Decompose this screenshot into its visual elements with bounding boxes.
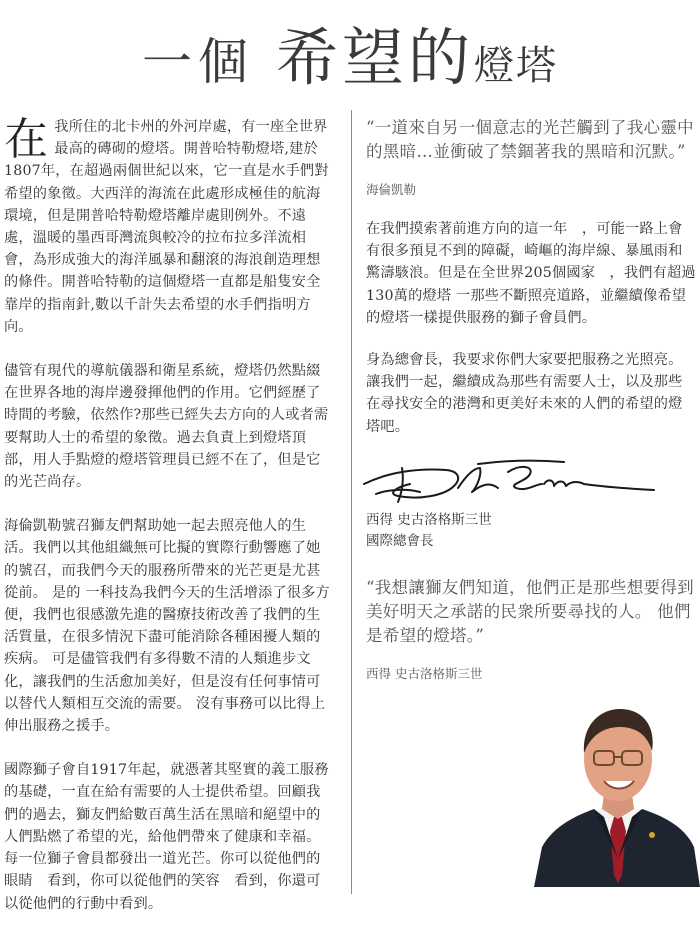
title-part-1: 一個 <box>141 33 254 91</box>
right-column <box>366 116 696 702</box>
left-paragraph-1 <box>4 116 334 338</box>
keller-quote: “一道來自另一個意志的光芒觸到了我心靈中的黑暗…並衝破了禁錮著我的黑暗和沉默。” <box>366 118 694 161</box>
president-attribution: 西得 史古洛格斯三世 <box>366 665 483 681</box>
title-part-2: 希望的 <box>275 21 474 94</box>
drop-cap: 在 <box>4 114 49 165</box>
page-title <box>0 8 700 94</box>
title-part-3: 燈塔 <box>474 43 558 89</box>
signer-name: 西得 史古洛格斯三世 <box>366 511 492 528</box>
left-paragraph-1-text: 我所住的北卡州的外河岸處，有一座全世界最高的磚砌的燈塔。開普哈特勒燈塔,建於1807年，在超過兩個世紀以來，它一直是水手們對希望的象徵。大西洋的海流在此處形成極佳的航海環境，但是開普哈特勒燈塔離岸處則例外。不遠處，溫暖的墨西哥灣流與較冷的拉布拉多洋流相會，為形成強大的海洋風暴和翻滾的海浪創造理想的條件。開普哈特勒的這個燈塔一直都是船隻安全靠岸的指南針,數以千計失去希望的水手們指明方向。 <box>4 119 329 335</box>
left-column <box>4 116 334 937</box>
column-divider <box>351 110 352 894</box>
left-paragraph-2: 儘管有現代的導航儀器和衛星系統，燈塔仍然點綴在世界各地的海岸邊發揮他們的作用。它們經歷了時間的考驗，依然作?那些已經失去方向的人或者需要幫助人士的希望的象徵。過去負責上到燈塔頂部，用人手點燈的燈塔管理員已經不在了，但是它的光芒尚存。 <box>4 363 329 491</box>
right-paragraph-2: 身為總會長，我要求你們大家要把服務之光照亮。讓我們一起，繼續成為那些有需要人士，以及那些在尋找安全的港灣和更美好未來的人們的希望的燈塔吧。 <box>366 352 683 435</box>
president-quote: “我想讓獅友們知道，他們正是那些想要得到美好明天之承諾的民衆所要尋找的人。 他們是希望的燈塔。” <box>366 577 694 645</box>
keller-attribution: 海倫凱勒 <box>366 182 417 197</box>
left-paragraph-4: 國際獅子會自1917年起，就憑著其堅實的義工服務的基礎，一直在給有需要的人士提供希望。回顧我們的過去，獅友們給數百萬生活在黑暗和絕望中的人們點燃了希望的光，給他們帶來了健康和幸福。每一位獅子會員都發出一道光芒。你可以從他們的眼睛 看到，你可以從他們的笑容 看到，你還可以從他們的行動中看到。 <box>4 762 329 912</box>
president-portrait-photo <box>534 697 700 887</box>
signature-image <box>358 454 658 508</box>
right-paragraph-1: 在我們摸索著前進方向的這一年 ，可能一路上會有很多預見不到的障礙，崎嶇的海岸線、暴風雨和驚濤駭浪。但是在全世界205個國家 ，我們有超過130萬的燈塔 一那些不斷照亮道路，並繼續像希望的燈塔一樣提供服務的獅子會員們。 <box>366 221 696 326</box>
signature-block <box>366 510 696 552</box>
left-paragraph-3: 海倫凱勒號召獅友們幫助她一起去照亮他人的生活。我們以其他組織無可比擬的實際行動響應了她的號召，而我們今天的服務所帶來的光芒更是尤甚從前。 是的 一科技為我們今天的生活增添了很多方便，我們也很感激先進的醫療技術改善了我們的生活質量，在很多情況下盡可能消除各種困擾人類的疾病。 可是儘管我們有多得數不清的人類進步文化，讓我們的生活愈加美好，但是沒有任何事情可以替代人類相互交流的需要。 沒有事務可以比得上伸出服務之援手。 <box>4 518 330 735</box>
signer-title: 國際總會長 <box>366 532 434 549</box>
